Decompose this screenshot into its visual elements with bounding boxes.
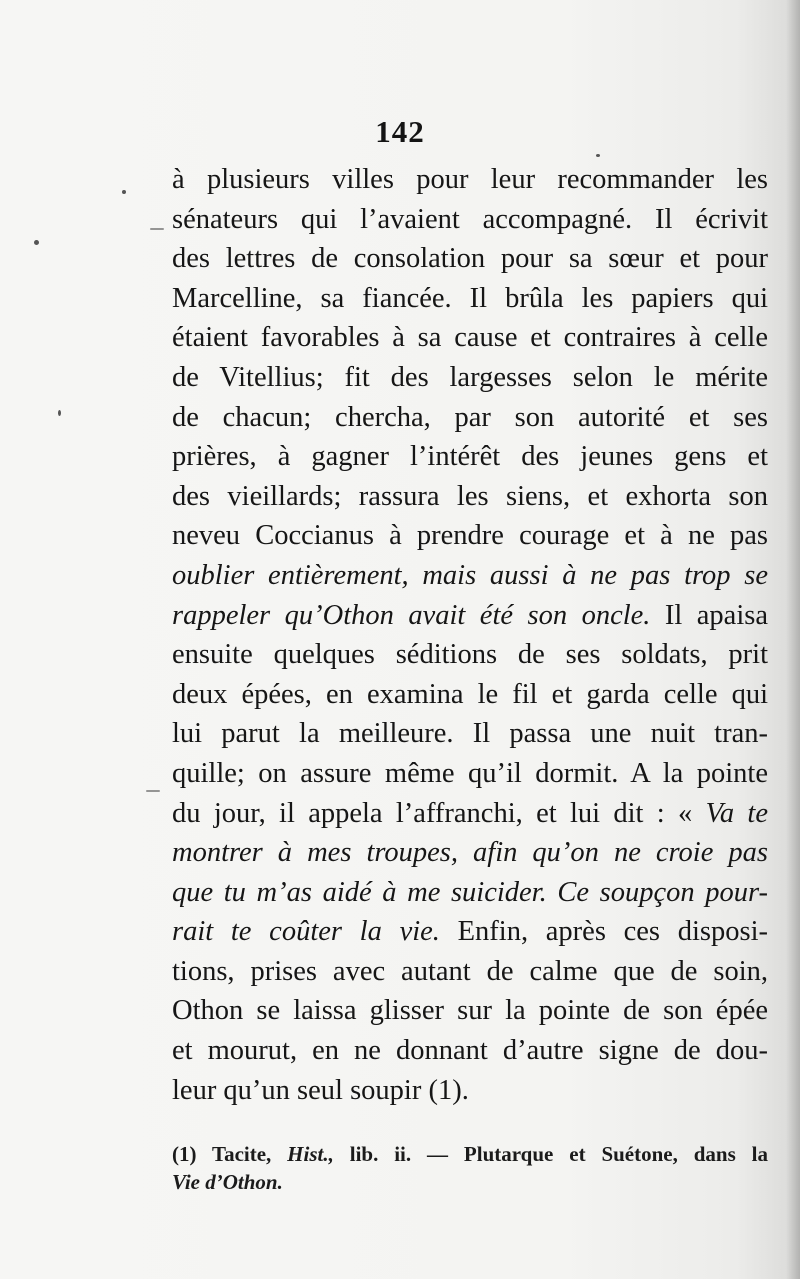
text-line xyxy=(172,833,768,873)
footnote-italic: Hist., xyxy=(287,1142,334,1166)
text-line xyxy=(172,912,768,952)
italic-quote: oublier entièrement, mais aussi à ne pas trop se xyxy=(172,559,768,591)
italic-quote: Va te xyxy=(705,797,768,829)
italic-quote: montrer à mes troupes, afin qu’on ne croie pas xyxy=(172,837,768,869)
text-line: Othon se laissa glisser sur la pointe de son épée xyxy=(172,995,768,1027)
text-line: sénateurs qui l’avaient accompagné. Il écrivit xyxy=(172,203,768,235)
text-line: des lettres de consolation pour sa sœur et pour xyxy=(172,243,768,275)
text-line: de Vitellius; fit des largesses selon le mérite xyxy=(172,361,768,393)
footnote-fragment: (1) Tacite, xyxy=(172,1142,288,1166)
text-line xyxy=(172,873,768,913)
page-edge-shadow xyxy=(786,0,800,1279)
text-line: Marcelline, sa fiancée. Il brûla les papiers qui xyxy=(172,282,768,314)
text-line: leur qu’un seul soupir (1). xyxy=(172,1074,469,1106)
print-speck xyxy=(146,790,160,792)
text-line: étaient favorables à sa cause et contraires à celle xyxy=(172,322,768,354)
footnote xyxy=(172,1140,768,1196)
footnote-fragment: lib. ii. — Plutarque et Suétone, dans la xyxy=(333,1142,768,1166)
text-line: deux épées, en examina le fil et garda celle qui xyxy=(172,678,768,710)
text-line: tions, prises avec autant de calme que de soin, xyxy=(172,955,768,987)
text-line xyxy=(172,794,768,834)
text-fragment: Enfin, après ces disposi- xyxy=(439,916,768,948)
italic-quote: rait te coûter la vie. xyxy=(172,916,440,948)
text-line: et mourut, en ne donnant d’autre signe de dou- xyxy=(172,1035,768,1067)
text-line: prières, à gagner l’intérêt des jeunes gens et xyxy=(172,441,768,473)
footnote-italic: Vie d’Othon. xyxy=(172,1170,283,1194)
print-speck xyxy=(122,190,126,194)
text-line: quille; on assure même qu’il dormit. A la pointe xyxy=(172,757,768,789)
print-speck xyxy=(150,228,164,230)
text-line xyxy=(172,596,768,636)
italic-quote: rappeler qu’Othon avait été son oncle. xyxy=(172,599,651,631)
page-number: 142 xyxy=(375,114,425,149)
text-line: lui parut la meilleure. Il passa une nuit tran- xyxy=(172,718,768,750)
footnote-line xyxy=(172,1168,768,1196)
print-speck xyxy=(34,240,39,245)
text-line: ensuite quelques séditions de ses soldats, prit xyxy=(172,639,768,671)
print-speck xyxy=(596,154,600,157)
text-line: à plusieurs villes pour leur recommander les xyxy=(172,164,768,195)
text-line: des vieillards; rassura les siens, et exhorta son xyxy=(172,480,768,512)
body-text xyxy=(172,160,768,1110)
text-line: neveu Coccianus à prendre courage et à ne pas xyxy=(172,520,768,552)
text-fragment: Il apaisa xyxy=(650,599,768,631)
print-speck xyxy=(58,410,61,416)
text-line xyxy=(172,556,768,596)
italic-quote: que tu m’as aidé à me suicider. Ce soupçon pour- xyxy=(172,876,768,908)
text-line: de chacun; chercha, par son autorité et ses xyxy=(172,401,768,433)
footnote-line xyxy=(172,1140,768,1168)
text-fragment: du jour, il appela l’affranchi, et lui dit : « xyxy=(172,797,706,829)
